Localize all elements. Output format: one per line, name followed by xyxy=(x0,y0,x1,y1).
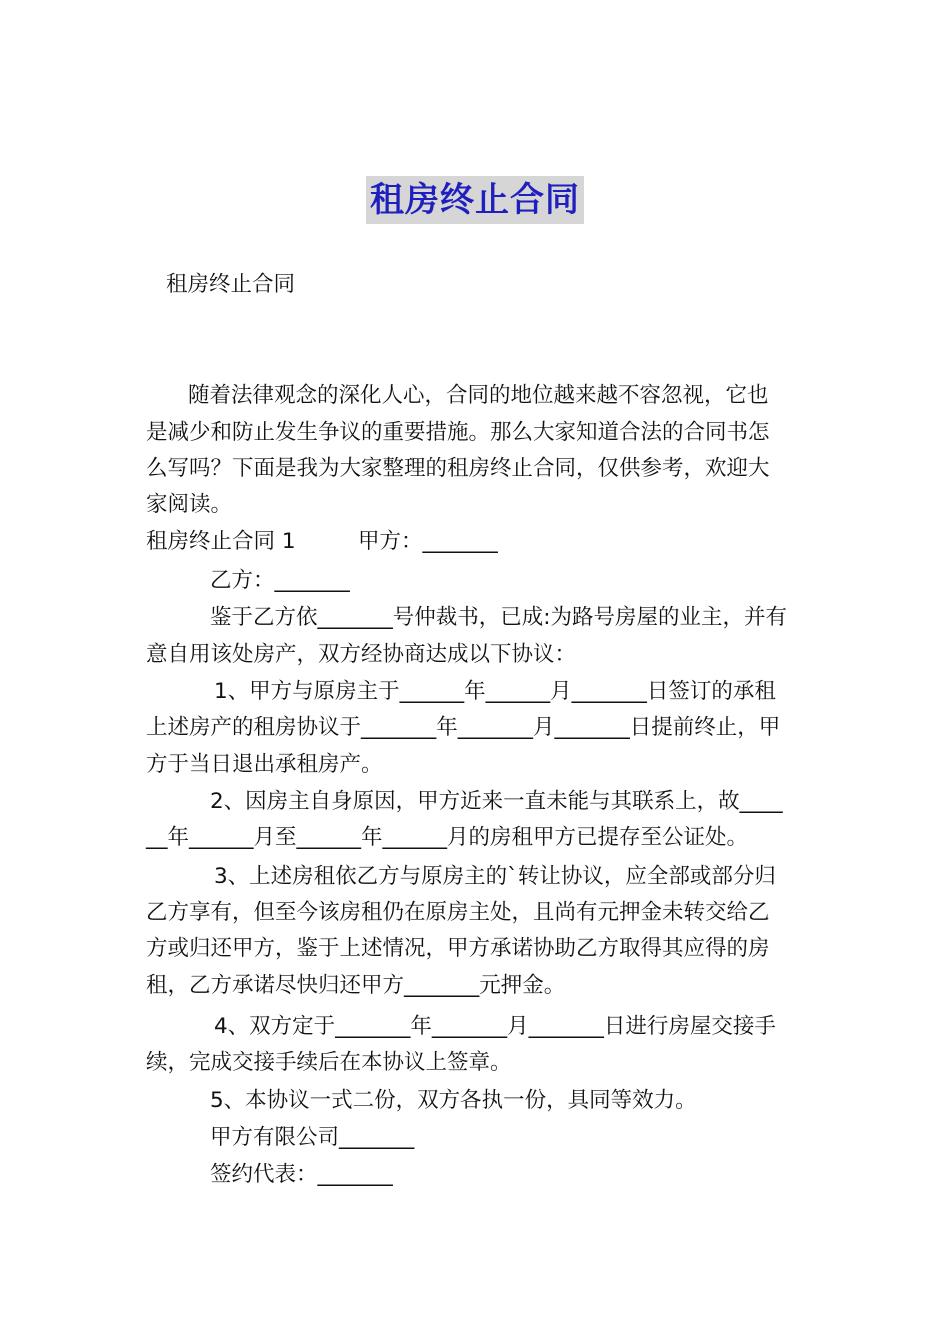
clause-1-line-1: 1、甲方与原房主于______年______月_______日签订的承租 xyxy=(214,679,776,704)
intro-line-3: 么写吗？下面是我为大家整理的租房终止合同，仅供参考，欢迎大 xyxy=(146,456,770,481)
document-title: 租房终止合同 xyxy=(366,176,584,224)
contract-heading: 租房终止合同 1 xyxy=(146,529,296,554)
title-container xyxy=(0,176,950,224)
intro-line-2: 是减少和防止发生争议的重要措施。那么大家知道合法的合同书怎 xyxy=(146,420,770,445)
clause-3-line-4: 租，乙方承诺尽快归还甲方_______元押金。 xyxy=(146,973,566,998)
clause-1-line-3: 方于当日退出承租房产。 xyxy=(146,752,383,777)
clause-4-line-2: 续，完成交接手续后在本协议上签章。 xyxy=(146,1050,512,1075)
clause-2-line-2: __年______月至______年______月的房租甲方已提存至公证处。 xyxy=(146,825,749,850)
company-line: 甲方有限公司_______ xyxy=(210,1125,415,1150)
clause-3-line-2: 乙方享有，但至今该房租仍在原房主处，且尚有元押金未转交给乙 xyxy=(146,900,770,925)
intro-line-1: 随着法律观念的深化人心，合同的地位越来越不容忽视，它也 xyxy=(188,383,769,408)
signatory-line: 签约代表：_______ xyxy=(210,1162,393,1187)
clause-2-line-1: 2、因房主自身原因，甲方近来一直未能与其联系上，故____ xyxy=(210,789,783,814)
clause-3-line-3: 方或归还甲方，鉴于上述情况，甲方承诺协助乙方取得其应得的房 xyxy=(146,936,770,961)
subtitle: 租房终止合同 xyxy=(166,272,296,297)
party-b: 乙方：_______ xyxy=(210,568,350,593)
clause-4-line-1: 4、双方定于_______年_______月_______日进行房屋交接手 xyxy=(214,1014,776,1039)
recital-line-2: 意自用该处房产，双方经协商达成以下协议： xyxy=(146,642,577,667)
clause-5: 5、本协议一式二份，双方各执一份，具同等效力。 xyxy=(210,1088,697,1113)
recital-line-1: 鉴于乙方依_______号仲裁书，已成:为路号房屋的业主，并有 xyxy=(210,605,787,630)
clause-1-line-2: 上述房产的租房协议于_______年_______月_______日提前终止，甲 xyxy=(146,715,781,740)
party-a: 甲方：_______ xyxy=(358,529,498,554)
clause-3-line-1: 3、上述房租依乙方与原房主的`转让协议，应全部或部分归 xyxy=(214,864,776,889)
intro-line-4: 家阅读。 xyxy=(146,492,233,517)
